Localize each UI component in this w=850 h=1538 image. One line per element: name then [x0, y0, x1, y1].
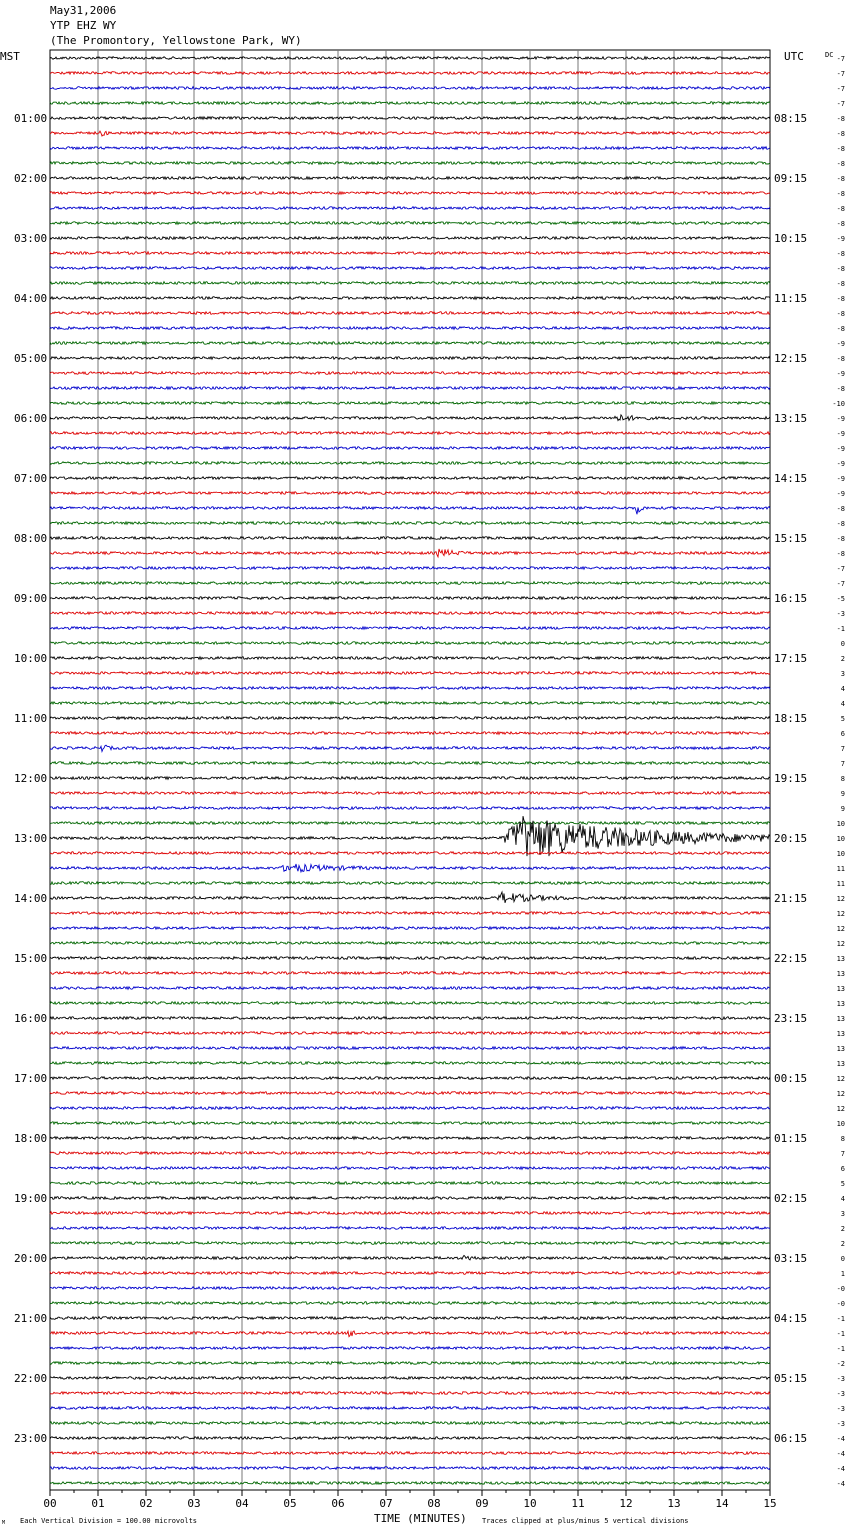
trace-line: [50, 612, 770, 615]
trace-line: [50, 762, 770, 765]
dc-offset-label: -3: [836, 610, 845, 618]
dc-offset-label: -8: [836, 355, 845, 363]
trace-line: [50, 57, 770, 60]
dc-offset-label: 12: [836, 940, 845, 948]
x-tick-label: 11: [571, 1497, 585, 1510]
trace-line: [50, 972, 770, 975]
dc-offset-label: 10: [836, 1120, 845, 1128]
dc-offset-label: -8: [836, 520, 845, 528]
dc-offset-label: -9: [836, 340, 845, 348]
dc-offset-label: -8: [836, 310, 845, 318]
trace-line: [50, 1182, 770, 1185]
dc-offset-label: 3: [840, 670, 845, 678]
dc-offset-label: -3: [836, 1390, 845, 1398]
trace-line: [50, 415, 770, 421]
trace-line: [50, 1167, 770, 1170]
trace-line: [50, 657, 770, 660]
left-hour-label: 02:00: [14, 172, 48, 185]
trace-line: [50, 1122, 770, 1125]
dc-offset-label: -8: [836, 280, 845, 288]
dc-offset-label: 13: [836, 985, 845, 993]
dc-offset-label: -9: [836, 490, 845, 498]
trace-line: [50, 957, 770, 960]
dc-offset-label: 1: [840, 1270, 845, 1278]
trace-line: [50, 627, 770, 630]
right-hour-label: 01:15: [774, 1132, 808, 1145]
dc-offset-label: -4: [836, 1465, 845, 1473]
dc-offset-label: 11: [836, 880, 845, 888]
trace-line: [50, 507, 770, 515]
dc-offset-label: 6: [840, 1165, 845, 1173]
trace-line: [50, 1377, 770, 1380]
trace-line: [50, 717, 770, 720]
trace-line: [50, 822, 770, 825]
dc-offset-label: 13: [836, 1060, 845, 1068]
trace-line: [50, 1137, 770, 1140]
trace-line: [50, 131, 770, 136]
x-tick-label: 08: [427, 1497, 441, 1510]
trace-line: [50, 192, 770, 195]
left-hour-label: 05:00: [14, 352, 48, 365]
dc-offset-label: 2: [840, 1225, 845, 1233]
dc-offset-label: -8: [836, 130, 845, 138]
left-hour-label: 07:00: [14, 472, 48, 485]
dc-offset-label: 9: [840, 805, 845, 813]
trace-line: [50, 1482, 770, 1485]
dc-offset-label: 4: [840, 1195, 845, 1203]
trace-line: [50, 892, 770, 903]
dc-offset-label: 13: [836, 955, 845, 963]
trace-line: [50, 732, 770, 735]
left-hour-label: 17:00: [14, 1072, 48, 1085]
x-tick-label: 13: [667, 1497, 681, 1510]
left-hour-label: 10:00: [14, 652, 48, 665]
trace-line: [50, 942, 770, 945]
trace-line: [50, 297, 770, 300]
trace-line: [50, 567, 770, 570]
left-hour-label: 06:00: [14, 412, 48, 425]
dc-offset-label: -4: [836, 1435, 845, 1443]
trace-line: [50, 1452, 770, 1455]
trace-line: [50, 1287, 770, 1290]
trace-line: [50, 87, 770, 90]
dc-offset-label: 12: [836, 1090, 845, 1098]
trace-line: [50, 777, 770, 780]
dc-offset-label: 9: [840, 790, 845, 798]
x-axis: [43, 1490, 776, 1510]
right-hour-label: 02:15: [774, 1192, 808, 1205]
x-tick-label: 04: [235, 1497, 249, 1510]
trace-line: [50, 987, 770, 990]
dc-offset-label: 11: [836, 865, 845, 873]
right-hour-label: 20:15: [774, 832, 808, 845]
trace-line: [50, 1227, 770, 1230]
dc-offset-label: 0: [840, 1255, 845, 1263]
trace-line: [50, 927, 770, 930]
dc-offset-label: -8: [836, 265, 845, 273]
dc-offset-label: 13: [836, 1015, 845, 1023]
dc-offset-label: -1: [836, 1315, 845, 1323]
right-hour-label: 22:15: [774, 952, 808, 965]
dc-offset-label: 2: [840, 655, 845, 663]
trace-line: [50, 537, 770, 540]
header-station: YTP EHZ WY: [50, 19, 117, 32]
trace-line: [50, 177, 770, 180]
trace-line: [50, 522, 770, 525]
right-hour-label: 04:15: [774, 1312, 808, 1325]
dc-offset-label: -8: [836, 190, 845, 198]
trace-line: [50, 72, 770, 75]
dc-offset-label: 12: [836, 925, 845, 933]
trace-line: [50, 792, 770, 795]
left-hour-label: 16:00: [14, 1012, 48, 1025]
right-hour-label: 21:15: [774, 892, 808, 905]
trace-line: [50, 222, 770, 225]
right-hour-label: 16:15: [774, 592, 808, 605]
right-hour-label: 03:15: [774, 1252, 808, 1265]
trace-line: [50, 1272, 770, 1275]
right-hour-label: 15:15: [774, 532, 808, 545]
trace-line: [50, 1242, 770, 1245]
dc-offset-label: 12: [836, 1075, 845, 1083]
right-hour-label: 06:15: [774, 1432, 808, 1445]
dc-offset-label: -8: [836, 505, 845, 513]
trace-line: [50, 1331, 770, 1337]
dc-offset-label: -2: [836, 1360, 845, 1368]
trace-group: [50, 57, 770, 1485]
dc-offset-label: 5: [840, 715, 845, 723]
trace-line: [50, 672, 770, 675]
trace-line: [50, 912, 770, 915]
dc-offset-label: -8: [836, 535, 845, 543]
x-tick-label: 06: [331, 1497, 345, 1510]
dc-offset-label: -7: [836, 70, 845, 78]
right-hour-label: 23:15: [774, 1012, 808, 1025]
dc-offset-label: -10: [832, 400, 845, 408]
dc-offset-label: -9: [836, 430, 845, 438]
trace-line: [50, 1407, 770, 1410]
left-hour-label: 13:00: [14, 832, 48, 845]
trace-line: [50, 312, 770, 315]
right-hour-label: 10:15: [774, 232, 808, 245]
dc-offset-label: -8: [836, 220, 845, 228]
x-tick-label: 10: [523, 1497, 537, 1510]
dc-offset-label: -9: [836, 235, 845, 243]
trace-line: [50, 582, 770, 585]
dc-offset-label: -7: [836, 580, 845, 588]
dc-header: DC: [825, 51, 834, 59]
right-hour-label: 08:15: [774, 112, 808, 125]
dc-offset-label: -8: [836, 175, 845, 183]
x-tick-label: 02: [139, 1497, 153, 1510]
right-hour-label: 19:15: [774, 772, 808, 785]
trace-line: [50, 1392, 770, 1395]
dc-offset-label: 6: [840, 730, 845, 738]
dc-offset-label: -8: [836, 385, 845, 393]
dc-offset-label: -9: [836, 415, 845, 423]
footer-clip-note: Traces clipped at plus/minus 5 vertical divisions: [482, 1517, 689, 1525]
dc-offset-label: -5: [836, 595, 845, 603]
x-tick-label: 15: [763, 1497, 777, 1510]
trace-line: [50, 702, 770, 705]
trace-line: [50, 372, 770, 375]
dc-offset-label: -4: [836, 1450, 845, 1458]
trace-line: [50, 807, 770, 810]
dc-offset-label: 10: [836, 850, 845, 858]
trace-line: [50, 549, 770, 557]
dc-offset-label: -8: [836, 115, 845, 123]
x-tick-label: 07: [379, 1497, 393, 1510]
trace-line: [50, 1032, 770, 1035]
trace-line: [50, 1317, 770, 1320]
dc-offset-label: -1: [836, 1345, 845, 1353]
dc-offset-label: -7: [836, 55, 845, 63]
dc-offset-label: -8: [836, 160, 845, 168]
trace-line: [50, 237, 770, 240]
trace-line: [50, 1302, 770, 1305]
dc-offset-label: 7: [840, 1150, 845, 1158]
x-tick-label: 12: [619, 1497, 633, 1510]
x-axis-title: TIME (MINUTES): [374, 1512, 467, 1525]
right-hour-label: 11:15: [774, 292, 808, 305]
left-hour-label: 21:00: [14, 1312, 48, 1325]
trace-line: [50, 1107, 770, 1110]
left-hour-label: 01:00: [14, 112, 48, 125]
trace-line: [50, 882, 770, 885]
dc-offset-label: -3: [836, 1405, 845, 1413]
x-tick-label: 00: [43, 1497, 57, 1510]
right-hour-label: 13:15: [774, 412, 808, 425]
dc-offset-label: 5: [840, 1180, 845, 1188]
trace-line: [50, 477, 770, 480]
dc-offset-label: -3: [836, 1420, 845, 1428]
trace-line: [50, 492, 770, 495]
trace-line: [50, 252, 770, 255]
trace-line: [50, 642, 770, 645]
dc-offset-label: 8: [840, 775, 845, 783]
left-hour-label: 11:00: [14, 712, 48, 725]
dc-offset-label: -3: [836, 1375, 845, 1383]
header-date: May31,2006: [50, 4, 117, 17]
trace-line: [50, 1347, 770, 1350]
dc-offset-label: 4: [840, 685, 845, 693]
trace-line: [50, 207, 770, 210]
right-hour-label: 12:15: [774, 352, 808, 365]
trace-line: [50, 102, 770, 105]
dc-offset-label: 13: [836, 1030, 845, 1038]
left-hour-label: 03:00: [14, 232, 48, 245]
trace-line: [50, 1422, 770, 1425]
left-hour-label: 14:00: [14, 892, 48, 905]
x-tick-label: 03: [187, 1497, 201, 1510]
dc-offset-label: -0: [836, 1300, 845, 1308]
left-hour-label: 15:00: [14, 952, 48, 965]
x-tick-label: 14: [715, 1497, 729, 1510]
dc-offset-label: -9: [836, 445, 845, 453]
trace-line: [50, 1255, 770, 1260]
left-hour-label: 04:00: [14, 292, 48, 305]
dc-offset-label: -8: [836, 205, 845, 213]
trace-line: [50, 147, 770, 150]
x-tick-label: 09: [475, 1497, 489, 1510]
right-hour-label: 14:15: [774, 472, 808, 485]
trace-line: [50, 462, 770, 465]
dc-offset-label: 12: [836, 895, 845, 903]
trace-line: [50, 1437, 770, 1440]
dc-offset-label: -9: [836, 475, 845, 483]
right-hour-label: 00:15: [774, 1072, 808, 1085]
mst-label: MST: [0, 50, 20, 63]
dc-offset-label: 7: [840, 745, 845, 753]
trace-line: [50, 342, 770, 345]
trace-line: [50, 1212, 770, 1215]
trace-line: [50, 447, 770, 450]
dc-offset-label: 7: [840, 760, 845, 768]
trace-line: [50, 745, 770, 751]
trace-line: [50, 1362, 770, 1365]
trace-line: [50, 852, 770, 855]
trace-line: [50, 432, 770, 435]
right-hour-labels: [774, 112, 807, 1445]
dc-offset-labels: [832, 55, 845, 1488]
trace-line: [50, 327, 770, 330]
trace-line: [50, 387, 770, 390]
left-hour-label: 20:00: [14, 1252, 48, 1265]
dc-offset-label: -7: [836, 100, 845, 108]
dc-offset-label: 12: [836, 1105, 845, 1113]
dc-offset-label: -7: [836, 85, 845, 93]
dc-offset-label: 12: [836, 910, 845, 918]
right-hour-label: 05:15: [774, 1372, 808, 1385]
trace-line: [50, 1092, 770, 1095]
dc-offset-label: 10: [836, 820, 845, 828]
dc-offset-label: 0: [840, 640, 845, 648]
dc-offset-label: 4: [840, 700, 845, 708]
corner-mark: M: [2, 1520, 6, 1526]
trace-line: [50, 597, 770, 600]
dc-offset-label: -1: [836, 625, 845, 633]
dc-offset-label: -9: [836, 370, 845, 378]
trace-line: [50, 864, 770, 872]
right-hour-label: 18:15: [774, 712, 808, 725]
trace-line: [50, 1467, 770, 1470]
trace-line: [50, 1047, 770, 1050]
right-hour-label: 17:15: [774, 652, 808, 665]
dc-offset-label: 10: [836, 835, 845, 843]
trace-line: [50, 687, 770, 690]
left-hour-label: 08:00: [14, 532, 48, 545]
trace-line: [50, 267, 770, 270]
trace-line: [50, 282, 770, 285]
dc-offset-label: -0: [836, 1285, 845, 1293]
dc-offset-label: 13: [836, 970, 845, 978]
trace-line: [50, 1077, 770, 1080]
trace-line: [50, 1197, 770, 1200]
dc-offset-label: -8: [836, 145, 845, 153]
trace-line: [50, 117, 770, 120]
trace-line: [50, 1017, 770, 1020]
trace-line: [50, 357, 770, 360]
left-hour-label: 12:00: [14, 772, 48, 785]
left-hour-label: 18:00: [14, 1132, 48, 1145]
trace-line: [50, 402, 770, 405]
left-hour-labels: [14, 112, 47, 1445]
right-hour-label: 09:15: [774, 172, 808, 185]
x-tick-label: 01: [91, 1497, 105, 1510]
dc-offset-label: 2: [840, 1240, 845, 1248]
dc-offset-label: 3: [840, 1210, 845, 1218]
dc-offset-label: -4: [836, 1480, 845, 1488]
dc-offset-label: -8: [836, 325, 845, 333]
header-location: (The Promontory, Yellowstone Park, WY): [50, 34, 302, 47]
trace-line: [50, 162, 770, 165]
trace-line: [50, 1002, 770, 1005]
trace-line: [50, 1152, 770, 1155]
dc-offset-label: -1: [836, 1330, 845, 1338]
left-hour-label: 09:00: [14, 592, 48, 605]
dc-offset-label: 13: [836, 1000, 845, 1008]
utc-label: UTC: [784, 50, 804, 63]
dc-offset-label: -9: [836, 460, 845, 468]
dc-offset-label: 13: [836, 1045, 845, 1053]
dc-offset-label: -7: [836, 565, 845, 573]
dc-offset-label: -8: [836, 250, 845, 258]
trace-line: [50, 1062, 770, 1065]
x-tick-label: 05: [283, 1497, 297, 1510]
dc-offset-label: -8: [836, 295, 845, 303]
dc-offset-label: 8: [840, 1135, 845, 1143]
footer-scale-note: Each Vertical Division = 100.00 microvolts: [20, 1517, 198, 1525]
dc-offset-label: -8: [836, 550, 845, 558]
left-hour-label: 23:00: [14, 1432, 48, 1445]
left-hour-label: 22:00: [14, 1372, 48, 1385]
left-hour-label: 19:00: [14, 1192, 48, 1205]
